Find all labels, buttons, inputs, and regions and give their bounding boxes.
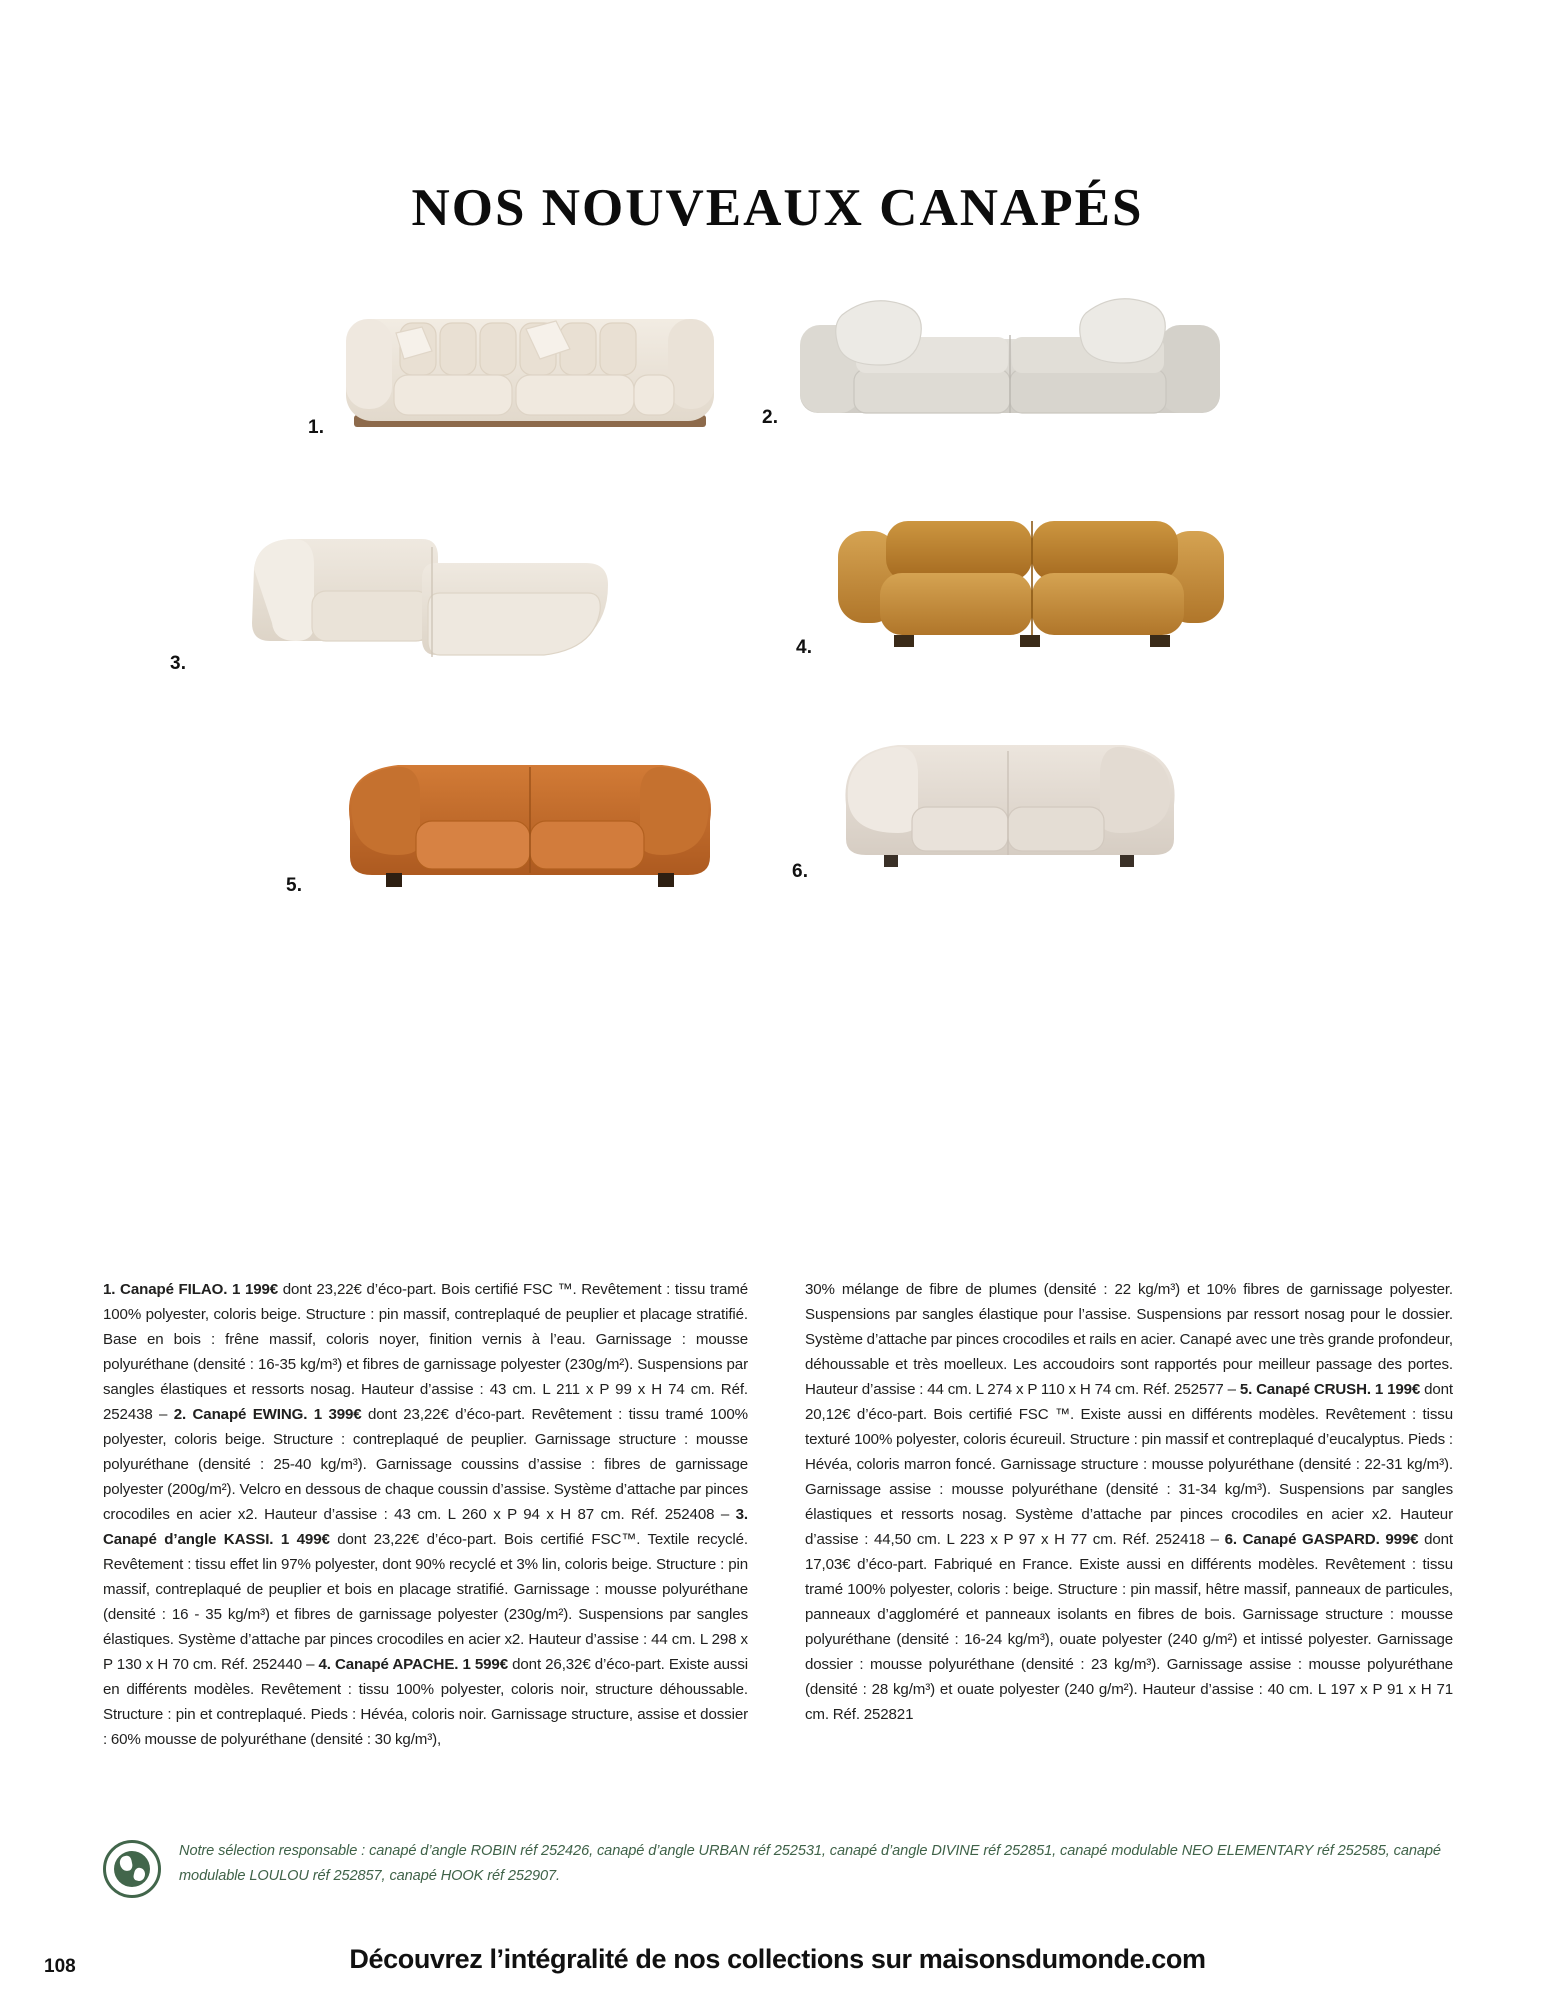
eco-note-line-2: NEO ELEMENTARY réf 252585, canapé modulable LOULOU réf 252857, canapé HOOK réf 252907. bbox=[179, 1843, 1441, 1884]
desc-4-text: dont 26,32€ d’éco-part. Existe aussi en différents modèles. Revêtement : tissu 100% polyester, coloris noir, structure déhoussable. Structure : pin et contreplaqué. Pieds : Hévéa, coloris noir. Garnissage structure, assise et dossier : 60% mousse de polyuréthane (densité : 30 kg/m³), bbox=[103, 1656, 748, 1748]
desc-3-text: dont 23,22€ d’éco-part. Bois certifié FSC™. Textile recyclé. Revêtement : tissu effet lin 97% polyester, dont 90% recyclé et 3% lin, coloris beige. Structure : pin massif, contreplaqué de peuplier et bois en placage stratifié. Garnissage : mousse polyuréthane (densité : 16 - 35 kg/m³) et fibres de garnissage polyester (230g/m²). Suspensions par sangles élastiques. Système d’attache par pinces crocodiles en acier x2. Hauteur d’assise : 44 cm. L 298 x P 130 x H 70 cm. Réf. 252440 – bbox=[103, 1531, 748, 1673]
eco-note-line-1: Notre sélection responsable : canapé d’angle ROBIN réf 252426, canapé d’angle URBAN réf 252531, canapé d’angle DIVINE réf 252851, canapé modulable bbox=[179, 1843, 1178, 1859]
product-cell-6[interactable] bbox=[792, 715, 1190, 895]
desc-4-bold: 4. Canapé APACHE. 1 599€ bbox=[318, 1656, 508, 1673]
desc-5-bold: 5. Canapé CRUSH. 1 199€ bbox=[1239, 1381, 1421, 1398]
responsible-selection-note bbox=[103, 1838, 1453, 1898]
product-cell-5[interactable] bbox=[286, 725, 730, 905]
footer-cta: Découvrez l’intégralité de nos collections sur maisonsdumonde.com bbox=[349, 1944, 1206, 1974]
page-title: NOS NOUVEAUX CANAPÉS bbox=[411, 179, 1144, 237]
product-cell-4[interactable] bbox=[796, 485, 1240, 685]
desc-1-bold: 1. Canapé FILAO. 1 199€ bbox=[103, 1281, 279, 1298]
product-descriptions bbox=[103, 1277, 1453, 1817]
product-number-4: 4. bbox=[796, 637, 813, 658]
sofa-crush-image bbox=[330, 725, 730, 905]
product-number-2: 2. bbox=[762, 407, 779, 428]
product-number-1: 1. bbox=[308, 417, 325, 438]
page-footer bbox=[0, 1938, 1555, 2000]
product-number-6: 6. bbox=[792, 861, 809, 882]
desc-2-text: dont 23,22€ d’éco-part. Revêtement : tissu tramé 100% polyester, coloris beige. Structure : contreplaqué de peuplier. Garnissage structure : mousse polyuréthane (densité : 25-40 kg/m³). Garnissage coussins d’assise : fibres de garnissage polyester (200g/m²). Velcro en dessous de chaque coussin d’assise. Système d’attache par pinces crocodiles en acier x2. Hauteur d’assise : 43 cm. L 260 x P 94 x H 87 cm. Réf. 252408 – bbox=[103, 1406, 748, 1523]
description-column-right bbox=[805, 1277, 1453, 1727]
desc-5-text: dont 20,12€ d’éco-part. Bois certifié FSC ™. Existe aussi en différents modèles. Revêtement : tissu texturé 100% polyester, coloris écureuil. Structure : pin massif et contreplaqué d’eucalyptus. Pieds : Hévéa, coloris marron foncé. Garnissage structure : mousse polyuréthane (densité : 22-31 kg/m³). Garnissage assise : mousse polyuréthane (densité : 31-34 kg/m³). Suspensions par sangles élastiques et ressorts nosag. Système d’attache par pinces crocodiles en acier x2. Hauteur d’assise : 44,50 cm. L 223 x P 97 x H 77 cm. Réf. 252418 – bbox=[805, 1381, 1454, 1548]
product-cell-1[interactable] bbox=[308, 275, 730, 455]
page-number: 108 bbox=[44, 1956, 76, 1977]
desc-2-bold: 2. Canapé EWING. 1 399€ bbox=[173, 1406, 362, 1423]
desc-6-bold: 6. Canapé GASPARD. 999€ bbox=[1224, 1531, 1419, 1548]
sofa-gaspard-image bbox=[830, 715, 1190, 895]
desc-1-text: dont 23,22€ d’éco-part. Bois certifié FSC ™. Revêtement : tissu tramé 100% polyester, coloris beige. Structure : pin massif, contreplaqué de peuplier et placage stratifié. Base en bois : frêne massif, coloris noyer, finition vernis à l’eau. Garnissage : mousse polyuréthane (densité : 16-35 kg/m³) et fibres de garnissage polyester (230g/m²). Suspensions par sangles élastiques et ressorts nosag. Hauteur d’assise : 43 cm. L 211 x P 99 x H 74 cm. Réf. 252438 – bbox=[103, 1281, 748, 1423]
sofa-ewing-image bbox=[790, 265, 1230, 455]
eco-globe-icon bbox=[103, 1840, 161, 1898]
product-number-5: 5. bbox=[286, 875, 303, 896]
sofa-kassi-image bbox=[240, 505, 650, 685]
desc-3-bold: 3. Canapé d’angle KASSI. 1 499€ bbox=[103, 1506, 748, 1548]
desc-6-text: dont 17,03€ d’éco-part. Fabriqué en France. Existe aussi en différents modèles. Revêtement : tissu tramé 100% polyester, coloris : beige. Structure : pin massif, hêtre massif, panneaux de particules, panneaux d’aggloméré et panneaux isolants en fibres de bois. Garnissage structure : mousse polyuréthane (densité : 16-24 kg/m³), ouate polyester (240 g/m²) et intissé polyester. Garnissage dossier : mousse polyuréthane (densité : 23 kg/m³). Garnissage assise : mousse polyuréthane (densité : 28 kg/m³) et ouate polyester (240 g/m²). Hauteur d’assise : 40 cm. L 197 x P 91 x H 71 cm. Réf. 252821 bbox=[805, 1531, 1453, 1723]
sofa-apache-image bbox=[820, 485, 1240, 685]
desc-4-cont-text: 30% mélange de fibre de plumes (densité : 22 kg/m³) et 10% fibres de garnissage polyester. Suspensions par sangles élastique pour l’assise. Suspensions par ressort nosag pour le dossier. Système d’attache par pinces crocodiles et rails en acier. Canapé avec une très grande profondeur, déhoussable et très moelleux. Les accoudoirs sont rapportés pour meilleur passage des portes. Hauteur d’assise : 44 cm. L 274 x P 110 x H 74 cm. Réf. 252577 – bbox=[805, 1281, 1453, 1398]
product-image-grid bbox=[0, 255, 1555, 955]
description-column-left bbox=[103, 1277, 748, 1752]
product-cell-3[interactable] bbox=[170, 505, 650, 685]
eco-note-text bbox=[179, 1838, 1453, 1889]
sofa-filao-image bbox=[330, 275, 730, 455]
product-number-3: 3. bbox=[170, 653, 187, 674]
product-cell-2[interactable] bbox=[762, 265, 1230, 455]
